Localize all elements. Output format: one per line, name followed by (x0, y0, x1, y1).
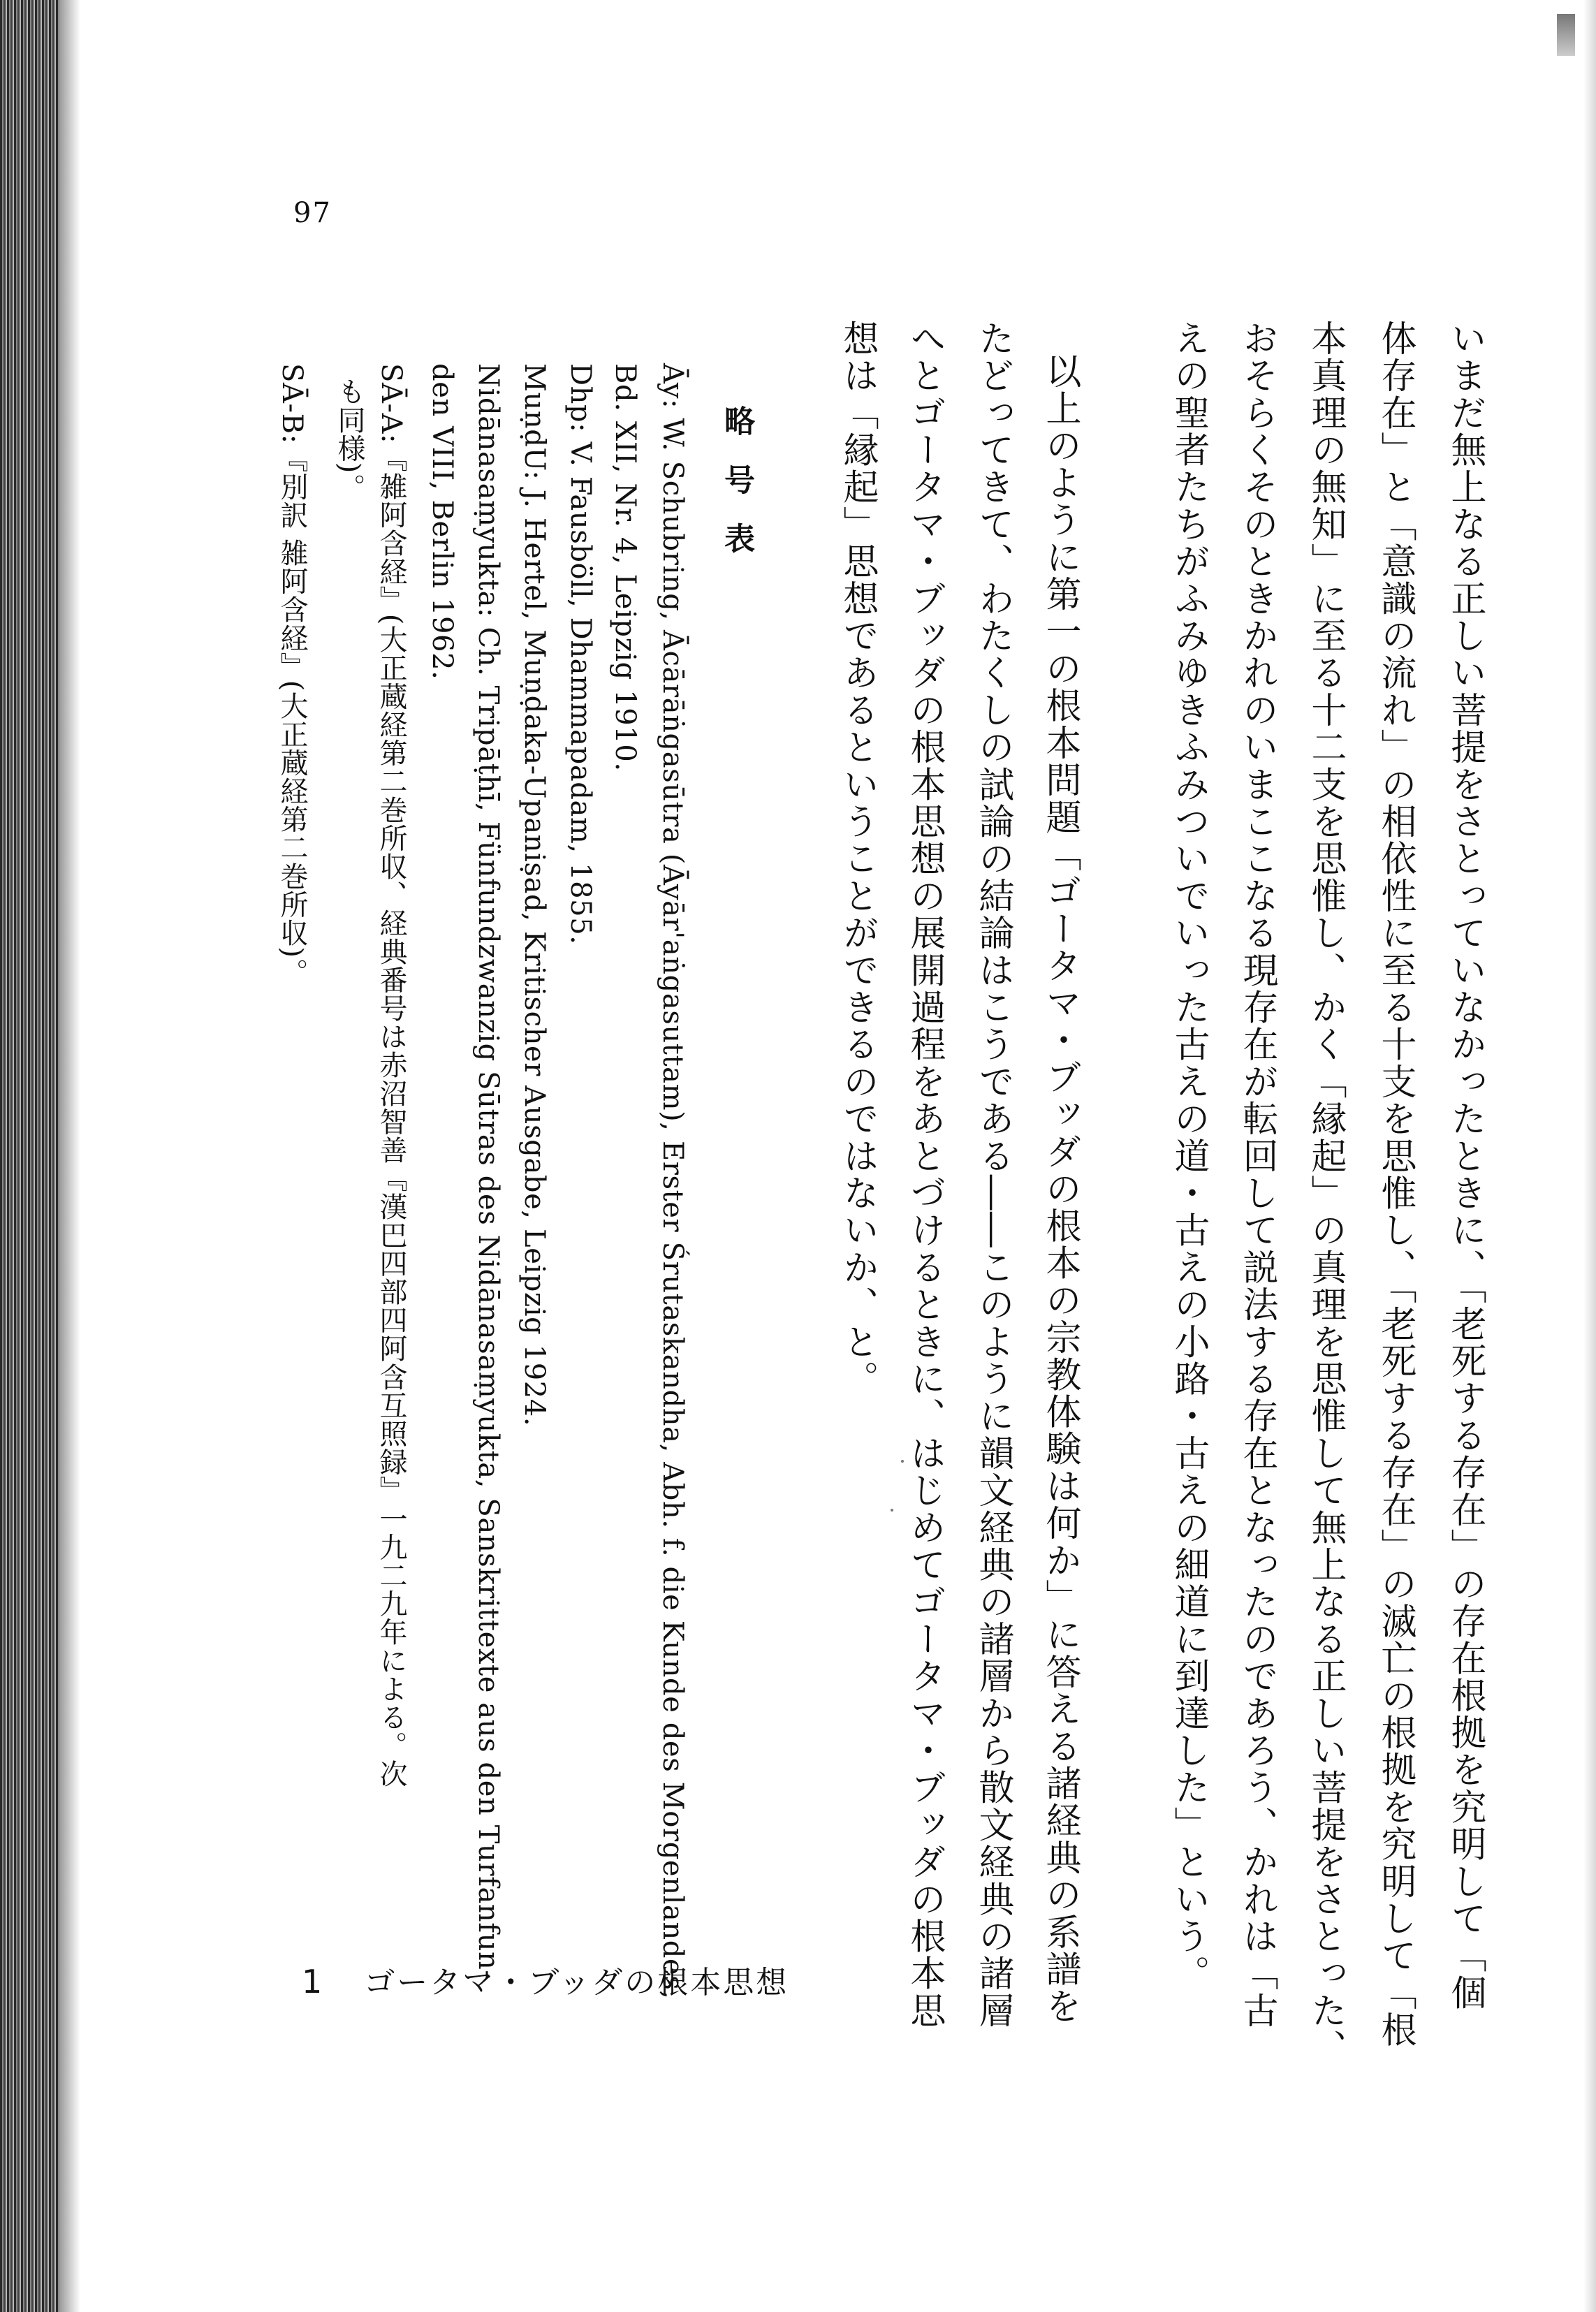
page-number: 97 (293, 197, 332, 229)
body-line-9: 想は「縁起」思想であるということができるのではないか、と。 (837, 320, 878, 1398)
body-line-1: いまだ無上なる正しい菩提をさとっていなかったときに、「老死する存在」の存在根拠を究明して「個 (1444, 320, 1486, 2012)
body-line-7: たどってきて、わたくしの試論の結論はこうである――このように韻文経典の諸層から散文経典の諸層 (972, 320, 1013, 2030)
abbreviation-line-2: Bd. XII, Nr. 4, Leipzig 1910. (609, 363, 641, 772)
scan-edge-mark (1557, 14, 1575, 56)
abbreviation-line-5: Nidānasaṃyukta: Ch. Tripāṭhī, Fünfundzwanzig Sūtras des Nidānasaṃyukta, Sanskrittexte aus den Turfanfun- (472, 363, 504, 1980)
abbreviation-line-1: Āy: W. Schubring, Ācārāṅgasūtra (Āyār'aṅgasuttam), Erster Śrutaskandha, Abh. f. die Kunde des Morgenlandes, (657, 363, 689, 2000)
body-line-2: 体存在」と「意識の流れ」の相依性に至る十支を思惟し、「老死する存在」の滅亡の根拠を究明して「根 (1375, 320, 1416, 2049)
chapter-number: 1 (302, 1963, 323, 2000)
scan-speck (901, 1460, 904, 1463)
body-line-6: 以上のように第一の根本問題「ゴータマ・ブッダの根本の宗教体験は何か」に答える諸経典の系譜を (1039, 353, 1081, 2025)
body-line-3: 本真理の無知」に至る十二支を思惟し、かく「縁起」の真理を思惟して無上なる正しい菩提をさとった、 (1305, 320, 1346, 2067)
page-edge-right (1583, 0, 1596, 2312)
running-title: ゴータマ・ブッダの根本思想 (364, 1965, 789, 2000)
body-line-8: へとゴータマ・ブッダの根本思想の展開過程をあとづけるときに、はじめてゴータマ・ブッダの根本思 (904, 320, 945, 2030)
abbreviation-line-6: den VIII, Berlin 1962. (426, 363, 458, 680)
body-line-4: おそらくそのときかれのいまここなる現存在が転回して説法する存在となったのであろう、かれは「古 (1236, 320, 1277, 2030)
abbreviation-line-9: SĀ-B:『別訳 雑阿含経』(大正蔵経第二巻所収)。 (276, 363, 308, 987)
scan-speck (891, 1509, 893, 1512)
running-footer (302, 1957, 789, 2002)
abbreviations-title: 略号表 (719, 405, 754, 581)
abbreviation-line-4: MuṇḍU: J. Hertel, Muṇḍaka-Upaniṣad, Kritischer Ausgabe, Leipzig 1924. (518, 363, 550, 1427)
book-gutter-shadow (0, 0, 59, 2312)
body-line-5: えの聖者たちがふみゆきふみついでいった古えの道・古えの小路・古えの細道に到達した」という。 (1168, 320, 1209, 1992)
gutter-fade (59, 0, 80, 2312)
abbreviation-line-8: も同様)。 (333, 377, 365, 502)
abbreviation-line-3: Dhp: V. Fausböll, Dhammapadam, 1855. (564, 363, 596, 945)
abbreviation-line-7: SĀ-A:『雑阿含経』(大正蔵経第二巻所収、経典番号は赤沼智善『漢巴四部四阿含互照録』一九二九年による。次 (375, 363, 407, 1788)
